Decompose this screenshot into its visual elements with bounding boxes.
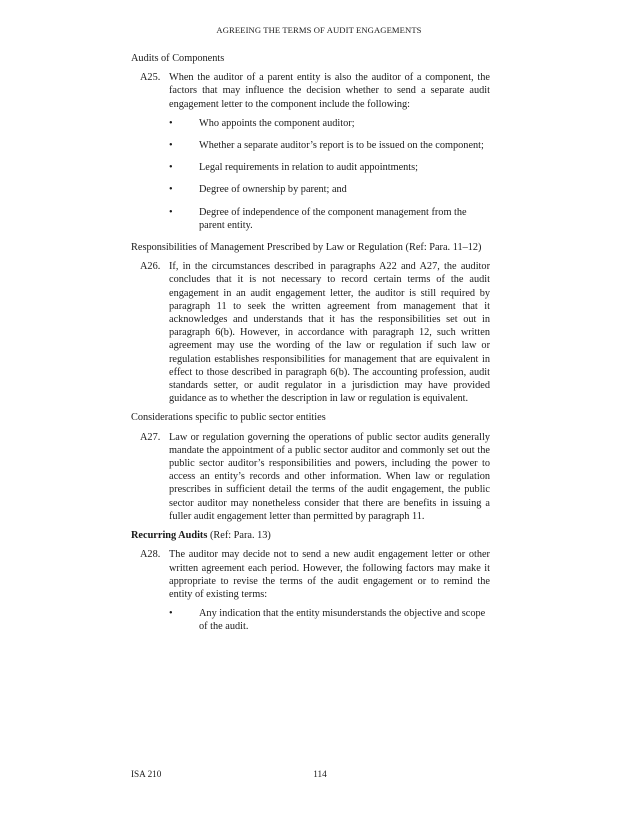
section	[131, 411, 490, 523]
bullet-text: Degree of independence of the component management from the parent entity.	[199, 206, 467, 231]
bullet-icon: •	[169, 140, 173, 152]
bullet-text: Any indication that the entity misunderstands the objective and scope of the audit.	[199, 608, 486, 633]
bullet-icon: •	[169, 117, 173, 129]
bullet-item	[169, 139, 490, 152]
paragraph	[131, 260, 490, 405]
paragraph-text: When the auditor of a parent entity is also the auditor of a component, the factors that may influence the decision whether to send a separate audit engagement letter to the component include the following:	[169, 72, 490, 110]
section-heading	[131, 52, 490, 65]
section	[131, 241, 490, 405]
section-heading	[131, 241, 490, 254]
bullet-text: Whether a separate auditor’s report is to be issued on the component;	[199, 140, 484, 152]
bullet-list	[169, 607, 490, 633]
bullet-icon: •	[169, 162, 173, 174]
bullet-text: Who appoints the component auditor;	[199, 117, 355, 129]
paragraph-text: If, in the circumstances described in paragraphs A22 and A27, the auditor concludes that it is not necessary to record certain terms of the audit engagement in an audit engagement letter, the auditor is still required by paragraph 11 to seek the written agreement from management that it acknowledges and understands that it has the responsibilities set out in paragraph 6(b). However, in accordance with paragraph 12, such written agreement may use the wording of the law or regulation if such law or regulation establishes responsibilities for management that are equivalent in effect to those described in paragraph 6(b). The accounting profession, audit standards setter, or audit regulator in a jurisdiction may have provided guidance as to whether the description in law or regulation is equivalent.	[169, 261, 490, 405]
paragraph-text: The auditor may decide not to send a new audit engagement letter or other written agreement each period. However, the following factors may make it appropriate to revise the terms of the audit engagement or to remind the entity of existing terms:	[169, 549, 490, 600]
section-heading-text: Considerations specific to public sector entities	[131, 412, 326, 424]
bullet-item	[169, 117, 490, 130]
running-header: AGREEING THE TERMS OF AUDIT ENGAGEMENTS	[216, 25, 422, 35]
bullet-icon: •	[169, 608, 173, 620]
section	[131, 529, 490, 633]
footer-standard: ISA 210	[131, 769, 162, 779]
paragraph-number: A25.	[140, 72, 161, 84]
bullet-list	[169, 117, 490, 232]
bullet-text: Legal requirements in relation to audit appointments;	[199, 162, 419, 174]
paragraph	[131, 431, 490, 523]
section-heading-text: Responsibilities of Management Prescribed by Law or Regulation (Ref: Para. 11–12)	[131, 242, 482, 254]
section-heading	[131, 529, 490, 542]
section-heading	[131, 411, 490, 424]
paragraph-number: A26.	[140, 261, 161, 273]
bullet-item	[169, 183, 490, 196]
page-body	[131, 52, 490, 643]
paragraph	[131, 548, 490, 633]
bullet-text: Degree of ownership by parent; and	[199, 184, 347, 196]
paragraph-number: A28.	[140, 549, 161, 561]
paragraph	[131, 71, 490, 232]
bullet-icon: •	[169, 184, 173, 196]
paragraph-text: Law or regulation governing the operations of public sector audits generally mandate the appointment of a public sector auditor and commonly set out the public sector auditor’s responsibilities and powers, including the power to access an entity’s records and other information. When law or regulation prescribes in sufficient detail the terms of the audit engagement, the public sector auditor may nonetheless consider that there are benefits in issuing a fuller audit engagement letter than permitted by paragraph 11.	[169, 431, 490, 522]
bullet-item	[169, 206, 490, 232]
section-heading-ref: (Ref: Para. 13)	[207, 530, 271, 542]
bullet-item	[169, 161, 490, 174]
bullet-icon: •	[169, 206, 173, 218]
section	[131, 52, 490, 232]
paragraph-number: A27.	[140, 431, 161, 443]
section-heading-text: Audits of Components	[131, 53, 225, 64]
section-heading-text: Recurring Audits	[131, 530, 208, 542]
footer-page-number: 114	[313, 769, 327, 779]
bullet-item	[169, 607, 490, 633]
